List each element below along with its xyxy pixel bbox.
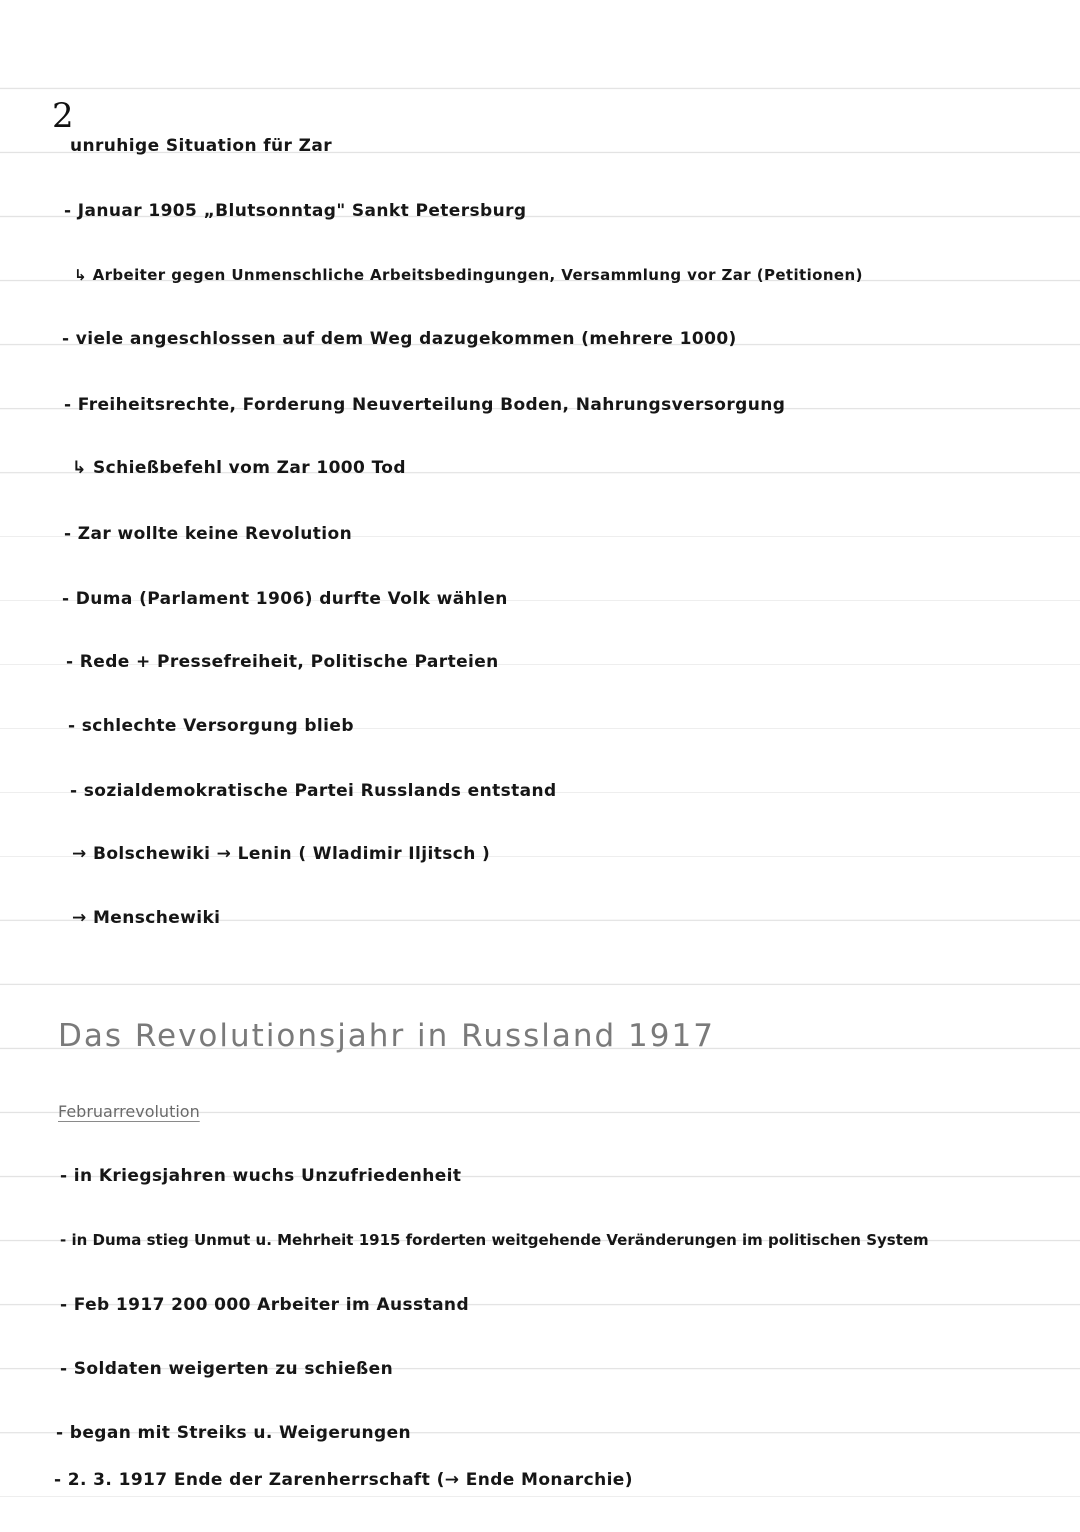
note-line: → Menschewiki	[72, 908, 221, 928]
section-subheading: Februarrevolution	[58, 1102, 200, 1121]
section-heading: Das Revolutionsjahr in Russland 1917	[58, 1018, 715, 1054]
note-line: - viele angeschlossen auf dem Weg dazugekommen (mehrere 1000)	[62, 329, 737, 349]
note-line: unruhige Situation für Zar	[70, 136, 333, 156]
note-line: - began mit Streiks u. Weigerungen	[56, 1423, 412, 1443]
note-line: - Januar 1905 „Blutsonntag" Sankt Petersburg	[64, 201, 527, 221]
note-line: - Rede + Pressefreiheit, Politische Parteien	[66, 652, 499, 672]
note-line: - sozialdemokratische Partei Russlands entstand	[70, 781, 557, 801]
note-line: - Zar wollte keine Revolution	[64, 524, 353, 544]
note-line: - Soldaten weigerten zu schießen	[60, 1359, 394, 1379]
note-line: - Feb 1917 200 000 Arbeiter im Ausstand	[60, 1295, 470, 1315]
note-line: - in Duma stieg Unmut u. Mehrheit 1915 forderten weitgehende Veränderungen im politischen System	[60, 1231, 929, 1249]
note-line: - schlechte Versorgung blieb	[68, 716, 354, 736]
note-line: - Duma (Parlament 1906) durfte Volk wählen	[62, 589, 508, 609]
note-line: - 2. 3. 1917 Ende der Zarenherrschaft (→ Ende Monarchie)	[54, 1470, 633, 1490]
note-line: ↳ Arbeiter gegen Unmenschliche Arbeitsbedingungen, Versammlung vor Zar (Petitionen)	[74, 266, 863, 284]
continuation-mark: 2	[52, 96, 74, 136]
note-line: - Freiheitsrechte, Forderung Neuverteilung Boden, Nahrungsversorgung	[64, 395, 786, 415]
note-line: - in Kriegsjahren wuchs Unzufriedenheit	[60, 1166, 462, 1186]
note-line: → Bolschewiki → Lenin ( Wladimir Iljitsch )	[72, 844, 491, 864]
note-line: ↳ Schießbefehl vom Zar 1000 Tod	[72, 458, 406, 478]
